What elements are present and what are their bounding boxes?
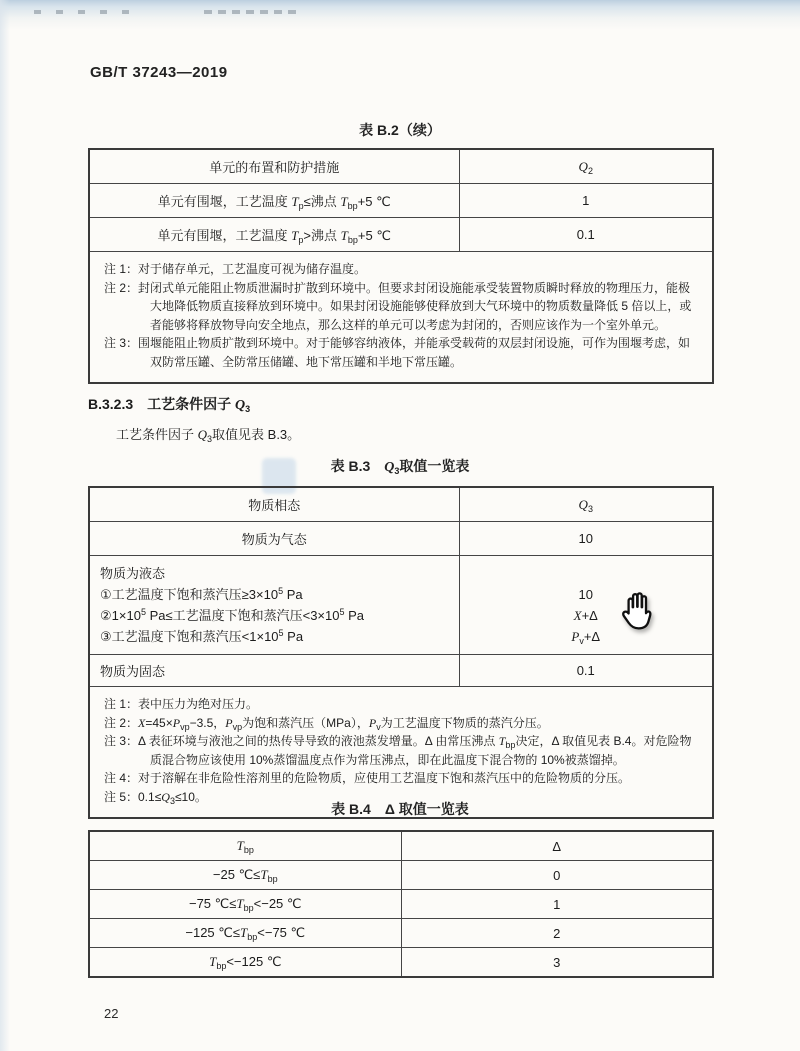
note: 注 5：$0.1\le Q_3\le 10$。 <box>104 789 207 806</box>
value-cell: $P_v+\Delta$ <box>571 629 601 646</box>
liquid-condition: $②1\times 10^5$ Pa≤工艺温度下饱和蒸汽压$<3\times 10^5$ Pa <box>100 607 365 623</box>
note: 注 1：对于储存单元，工艺温度可视为储存温度。 <box>104 262 367 276</box>
page-left-shade <box>0 0 10 1051</box>
table-b2-col2-header: $Q_2$ <box>459 149 713 184</box>
liquid-condition: ③工艺温度下饱和蒸汽压$<1\times 10^5$ Pa <box>100 628 304 644</box>
note: 注 4：对于溶解在非危险性溶剂里的危险物质，应使用工艺温度下饱和蒸汽压中的危险物质的分压。 <box>104 771 631 786</box>
range-cell: −125 $℃\le T_{bp}<-75$ ℃ <box>89 919 401 948</box>
liquid-condition: ①工艺温度下饱和蒸汽压$\ge 3\times 10^5$ Pa <box>100 586 303 602</box>
table-row <box>89 655 713 687</box>
table-b2-col1-header: 单元的布置和防护措施 <box>89 149 459 184</box>
table-b3-notes-row <box>89 687 713 818</box>
section-title: 工艺条件因子 $Q_3$ <box>147 396 251 414</box>
table-row <box>89 890 713 919</box>
table-b3-col1-header: 物质相态 <box>89 487 459 522</box>
value-cell: 2 <box>401 919 713 948</box>
value-cell: 0 <box>401 861 713 890</box>
table-b3-header-row <box>89 487 713 522</box>
perforation-marks-left <box>34 10 138 14</box>
page-number: 22 <box>104 1006 119 1021</box>
condition-cell: 单元有围堰，工艺温度 $T_p>$沸点 $T_{bp}+5$ ℃ <box>89 218 459 252</box>
section-heading <box>88 394 250 414</box>
table-b4 <box>88 830 714 978</box>
table-b4-col1-header: $T_{bp}$ <box>89 831 401 861</box>
note: 注 3：围堰能阻止物质扩散到环境中。对于能够容纳液体，并能承受载荷的双层封闭设施，可作为围堰考虑，如双防常压罐、全防常压储罐、地下常压罐和半地下常压罐。 <box>104 336 691 369</box>
table-b2-notes <box>89 252 713 383</box>
table-row <box>89 861 713 890</box>
note: 注 2：$X=45\times P_{vp}-3.5$，$P_{vp}$为饱和蒸汽压（MPa），$P_v$为工艺温度下物质的蒸汽分压。 <box>104 715 549 732</box>
table-b2-header-row <box>89 149 713 184</box>
value-cell: 3 <box>401 948 713 978</box>
table-row-liquid <box>89 556 713 655</box>
table-b4-header-row <box>89 831 713 861</box>
standard-number: GB/T 37243—2019 <box>90 64 228 81</box>
table-row <box>89 948 713 978</box>
phase-cell: 物质为气态 <box>89 522 459 556</box>
section-paragraph: 工艺条件因子 $Q_3$取值见表 B.3。 <box>116 427 301 444</box>
value-cell: 0.1 <box>459 655 713 687</box>
table-b2 <box>88 148 714 384</box>
table-b3-col2-header: $Q_3$ <box>459 487 713 522</box>
value-cell: 0.1 <box>459 218 713 252</box>
value-cell: 10 <box>578 587 593 602</box>
perforation-marks-right <box>204 10 298 14</box>
value-cell: 1 <box>459 184 713 218</box>
condition-cell: 单元有围堰，工艺温度 $T_p\le$沸点 $T_{bp}+5$ ℃ <box>89 184 459 218</box>
section-number: B.3.2.3 <box>88 396 134 412</box>
range-cell: $T_{bp}<-125$ ℃ <box>89 948 401 978</box>
value-cell: 1 <box>401 890 713 919</box>
note: 注 1：表中压力为绝对压力。 <box>104 697 259 711</box>
table-b2-title: 表 B.2（续） <box>359 122 441 138</box>
table-row <box>89 218 713 252</box>
table-b2-notes-row <box>89 252 713 383</box>
liquid-values-cell <box>459 556 713 655</box>
table-row <box>89 919 713 948</box>
table-b3-notes <box>89 687 713 818</box>
range-cell: −25 $℃\le T_{bp}$ <box>89 861 401 890</box>
liquid-heading: 物质为液态 <box>100 566 166 581</box>
table-b4-col2-header: Δ <box>401 831 713 861</box>
table-b3 <box>88 486 714 819</box>
value-cell: X+Δ <box>573 608 598 623</box>
table-row <box>89 522 713 556</box>
liquid-conditions-cell <box>89 556 459 655</box>
table-row <box>89 184 713 218</box>
table-b4-title: 表 B.4 Δ 取值一览表 <box>331 801 469 817</box>
page-top-shade <box>0 0 800 30</box>
note: 注 3：Δ 表征环境与液池之间的热传导导致的液池蒸发增量。Δ 由常压沸点 $T_{bp}$决定，Δ 取值见表 B.4。对危险物质混合物应该使用 10%蒸馏温度点作为常压沸点，即在此温度下混合物的 10%被蒸馏掉。 <box>104 734 692 767</box>
value-cell: 10 <box>459 522 713 556</box>
table-b3-title: 表 B.3 $Q_3$取值一览表 <box>330 458 470 476</box>
range-cell: −75 $℃\le T_{bp}<-25$ ℃ <box>89 890 401 919</box>
spacer <box>466 563 707 584</box>
note: 注 2：封闭式单元能阻止物质泄漏时扩散到环境中。但要求封闭设施能承受装置物质瞬时释放的物理压力，能极大地降低物质直接释放到环境中。如果封闭设施能够使释放到大气环境中的物质数量降低 5 倍以上，或者能够将释放物导向安全地点，那么这样的单元可以考虑为封闭的，否则应该作为一个室外单元。 <box>104 280 692 332</box>
phase-cell: 物质为固态 <box>89 655 459 687</box>
